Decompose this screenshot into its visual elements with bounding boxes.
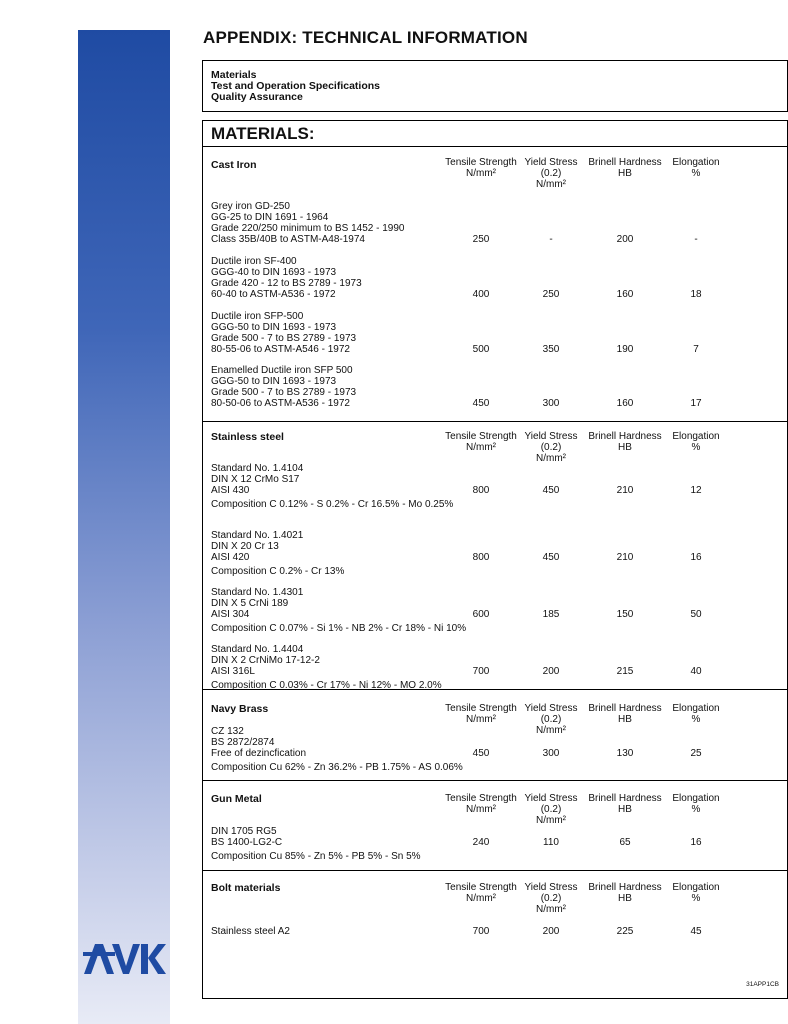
header-line: Elongation (672, 431, 720, 442)
tensile-strength-value: 450 (472, 748, 490, 759)
section-title: Gun Metal (211, 793, 262, 805)
brinell-hardness-value: 190 (616, 344, 634, 355)
page-title: APPENDIX: TECHNICAL INFORMATION (203, 28, 528, 47)
header-line: Brinell Hardness (588, 793, 662, 804)
material-spec-line: 60-40 to ASTM-A536 - 1972 (211, 289, 336, 300)
header-tensile-strength (435, 431, 527, 453)
header-line: (0.2) (540, 168, 562, 179)
section-title: Bolt materials (211, 882, 281, 894)
tensile-strength-value: 600 (472, 609, 490, 620)
tensile-strength-value: 700 (472, 666, 490, 677)
elongation-value: 45 (690, 926, 702, 937)
header-tensile-strength (435, 157, 527, 179)
material-spec-line: Standard No. 1.4021 (211, 530, 304, 541)
header-line: Brinell Hardness (588, 157, 662, 168)
header-line: N/mm² (466, 893, 496, 904)
material-spec-line: DIN X 5 CrNi 189 (211, 598, 289, 609)
material-spec-line: GGG-50 to DIN 1693 - 1973 (211, 376, 337, 387)
elongation-value: 40 (690, 666, 702, 677)
header-line: Yield Stress (524, 793, 578, 804)
material-spec-line: Class 35B/40B to ASTM-A48-1974 (211, 234, 365, 245)
header-yield-stress (519, 882, 583, 915)
material-spec-line: Grade 220/250 minimum to BS 1452 - 1990 (211, 223, 405, 234)
header-line: Yield Stress (524, 431, 578, 442)
toc-item-test-specifications: Test and Operation Specifications (211, 80, 381, 92)
brinell-hardness-value: 210 (616, 485, 634, 496)
header-tensile-strength (435, 882, 527, 904)
header-line: Yield Stress (524, 703, 578, 714)
header-line: HB (618, 804, 632, 815)
header-line: Brinell Hardness (588, 431, 662, 442)
header-line: N/mm² (536, 815, 566, 826)
section-divider (203, 689, 787, 690)
material-spec-line: Stainless steel A2 (211, 926, 290, 937)
header-line: % (691, 442, 701, 453)
header-line: N/mm² (466, 442, 496, 453)
header-line: (0.2) (540, 714, 562, 725)
brinell-hardness-value: 200 (616, 234, 634, 245)
header-line: Elongation (672, 157, 720, 168)
header-line: N/mm² (536, 725, 566, 736)
section-divider (203, 870, 787, 871)
header-line: % (691, 168, 701, 179)
material-spec-line: DIN X 12 CrMo S17 (211, 474, 300, 485)
header-line: HB (618, 893, 632, 904)
header-line: (0.2) (540, 804, 562, 815)
document-code: 31APP1CB (746, 981, 779, 988)
elongation-value: 25 (690, 748, 702, 759)
header-line: (0.2) (540, 442, 562, 453)
tensile-strength-value: 400 (472, 289, 490, 300)
brinell-hardness-value: 225 (616, 926, 634, 937)
elongation-value: 12 (690, 485, 702, 496)
header-line: Tensile Strength (445, 882, 517, 893)
header-elongation (669, 703, 723, 725)
section-title: Navy Brass (211, 703, 269, 715)
material-spec-line: GG-25 to DIN 1691 - 1964 (211, 212, 329, 223)
header-line: N/mm² (466, 714, 496, 725)
header-brinell-hardness (583, 431, 667, 453)
material-spec-line: AISI 316L (211, 666, 255, 677)
header-line: % (691, 804, 701, 815)
brinell-hardness-value: 65 (619, 837, 631, 848)
contents-box (202, 60, 788, 112)
yield-stress-value: 110 (543, 837, 559, 848)
brinell-hardness-value: 210 (616, 552, 634, 563)
elongation-value: 50 (690, 609, 702, 620)
header-tensile-strength (435, 703, 527, 725)
tensile-strength-value: 800 (472, 552, 490, 563)
yield-stress-value: 250 (542, 289, 560, 300)
header-line: Brinell Hardness (588, 703, 662, 714)
header-line: Tensile Strength (445, 157, 517, 168)
material-spec-line: Free of dezincfication (211, 748, 307, 759)
brinell-hardness-value: 150 (616, 609, 634, 620)
header-elongation (669, 157, 723, 179)
material-spec-line: AISI 304 (211, 609, 250, 620)
material-spec-line: Grade 500 - 7 to BS 2789 - 1973 (211, 333, 357, 344)
header-line: Yield Stress (524, 157, 578, 168)
material-spec-line: DIN X 20 Cr 13 (211, 541, 279, 552)
header-yield-stress (519, 703, 583, 736)
material-spec-line: DIN X 2 CrNiMo 17-12-2 (211, 655, 320, 666)
header-yield-stress (519, 793, 583, 826)
yield-stress-value: 185 (542, 609, 560, 620)
header-elongation (669, 882, 723, 904)
header-line: Elongation (672, 793, 720, 804)
elongation-value: 16 (690, 837, 702, 848)
header-brinell-hardness (583, 882, 667, 904)
tensile-strength-value: 250 (472, 234, 490, 245)
brinell-hardness-value: 160 (616, 398, 634, 409)
divider (203, 146, 787, 147)
section-divider (203, 780, 787, 781)
yield-stress-value: 200 (542, 666, 560, 677)
material-spec-line: BS 1400-LG2-C (211, 837, 283, 848)
composition-line: Composition Cu 85% - Zn 5% - PB 5% - Sn 5% (211, 851, 421, 862)
toc-item-materials: Materials (211, 69, 257, 81)
material-spec-line: 80-55-06 to ASTM-A546 - 1972 (211, 344, 350, 355)
section-title: Stainless steel (211, 431, 284, 443)
composition-line: Composition Cu 62% - Zn 36.2% - PB 1.75% - AS 0.06% (211, 762, 463, 773)
header-line: Yield Stress (524, 882, 578, 893)
material-spec-line: Ductile iron SFP-500 (211, 311, 304, 322)
header-line: Brinell Hardness (588, 882, 662, 893)
header-brinell-hardness (583, 703, 667, 725)
header-line: Tensile Strength (445, 793, 517, 804)
elongation-value: - (694, 234, 698, 245)
header-line: HB (618, 442, 632, 453)
yield-stress-value: 300 (542, 748, 560, 759)
tensile-strength-value: 700 (472, 926, 490, 937)
material-spec-line: DIN 1705 RG5 (211, 826, 277, 837)
header-line: (0.2) (540, 893, 562, 904)
avk-logo (82, 938, 164, 978)
composition-line: Composition C 0.07% - Si 1% - NB 2% - Cr 18% - Ni 10% (211, 623, 467, 634)
header-line: Elongation (672, 882, 720, 893)
brinell-hardness-value: 215 (616, 666, 634, 677)
material-spec-line: Ductile iron SF-400 (211, 256, 297, 267)
yield-stress-value: 450 (542, 485, 560, 496)
header-line: HB (618, 714, 632, 725)
elongation-value: 18 (690, 289, 702, 300)
composition-line: Composition C 0.2% - Cr 13% (211, 566, 345, 577)
header-yield-stress (519, 157, 583, 190)
material-spec-line: 80-50-06 to ASTM-A536 - 1972 (211, 398, 350, 409)
yield-stress-value: 450 (542, 552, 560, 563)
header-elongation (669, 793, 723, 815)
composition-line: Composition C 0.12% - S 0.2% - Cr 16.5% - Mo 0.25% (211, 499, 454, 510)
header-line: % (691, 714, 701, 725)
yield-stress-value: 300 (542, 398, 560, 409)
header-line: Elongation (672, 703, 720, 714)
material-spec-line: Grade 500 - 7 to BS 2789 - 1973 (211, 387, 357, 398)
header-tensile-strength (435, 793, 527, 815)
material-spec-line: AISI 420 (211, 552, 250, 563)
material-spec-line: Grey iron GD-250 (211, 201, 290, 212)
header-line: Tensile Strength (445, 431, 517, 442)
header-line: HB (618, 168, 632, 179)
brinell-hardness-value: 130 (616, 748, 634, 759)
tensile-strength-value: 450 (472, 398, 490, 409)
materials-panel (202, 120, 788, 999)
brinell-hardness-value: 160 (616, 289, 634, 300)
tensile-strength-value: 240 (472, 837, 490, 848)
elongation-value: 17 (690, 398, 702, 409)
material-spec-line: CZ 132 (211, 726, 244, 737)
material-spec-line: AISI 430 (211, 485, 250, 496)
material-spec-line: Enamelled Ductile iron SFP 500 (211, 365, 353, 376)
header-yield-stress (519, 431, 583, 464)
composition-line: Composition C 0.03% - Cr 17% - Ni 12% - MO 2.0% (211, 680, 442, 691)
material-spec-line: GGG-50 to DIN 1693 - 1973 (211, 322, 337, 333)
blue-side-band (78, 30, 170, 1024)
material-spec-line: Grade 420 - 12 to BS 2789 - 1973 (211, 278, 362, 289)
header-line: N/mm² (536, 453, 566, 464)
header-elongation (669, 431, 723, 453)
elongation-value: 16 (690, 552, 702, 563)
material-spec-line: Standard No. 1.4301 (211, 587, 304, 598)
tensile-strength-value: 800 (472, 485, 490, 496)
header-line: N/mm² (536, 904, 566, 915)
yield-stress-value: - (549, 234, 553, 245)
material-spec-line: Standard No. 1.4404 (211, 644, 304, 655)
section-title: Cast Iron (211, 159, 257, 171)
header-line: N/mm² (536, 179, 566, 190)
materials-heading: MATERIALS: (211, 124, 315, 143)
yield-stress-value: 350 (542, 344, 560, 355)
tensile-strength-value: 500 (472, 344, 490, 355)
header-line: Tensile Strength (445, 703, 517, 714)
yield-stress-value: 200 (542, 926, 560, 937)
material-spec-line: GGG-40 to DIN 1693 - 1973 (211, 267, 337, 278)
header-brinell-hardness (583, 793, 667, 815)
toc-item-quality-assurance: Quality Assurance (211, 91, 303, 103)
header-brinell-hardness (583, 157, 667, 179)
header-line: N/mm² (466, 168, 496, 179)
section-divider (203, 421, 787, 422)
material-spec-line: Standard No. 1.4104 (211, 463, 304, 474)
header-line: % (691, 893, 701, 904)
elongation-value: 7 (693, 344, 699, 355)
header-line: N/mm² (466, 804, 496, 815)
material-spec-line: BS 2872/2874 (211, 737, 275, 748)
